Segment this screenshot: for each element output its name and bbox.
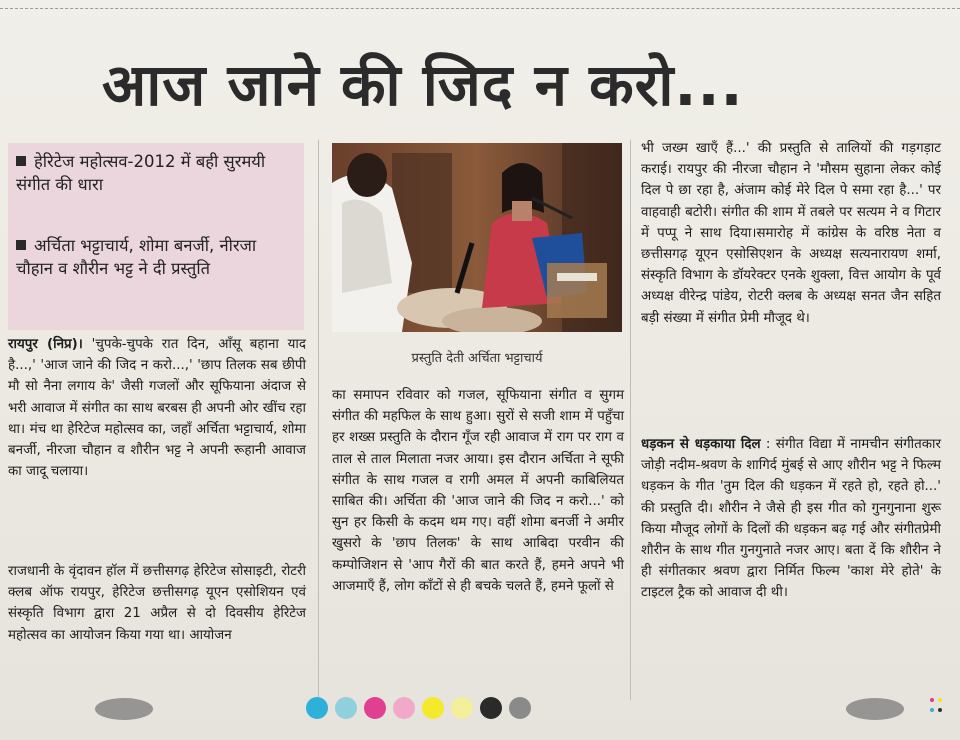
registration-color-dot (364, 697, 386, 719)
highlight-text-1: हेरिटेज महोत्सव-2012 में बही सुरमयी संगीत की धारा (16, 152, 266, 194)
registration-color-dot (306, 697, 328, 719)
column-3-para-2 (641, 434, 941, 604)
registration-dot (938, 708, 942, 712)
registration-color-dot (335, 697, 357, 719)
registration-color-dot (422, 697, 444, 719)
highlight-item-1 (16, 150, 296, 196)
column-divider (630, 140, 631, 700)
registration-dot (938, 698, 942, 702)
square-bullet-icon (16, 240, 26, 250)
registration-dot (930, 708, 934, 712)
article-headline: आज जाने की जिद न करो... (102, 51, 744, 119)
dateline: रायपुर (निप्र)। (8, 337, 83, 352)
column-1-text-2: राजधानी के वृंदावन हॉल में छत्तीसगढ़ हेरिटेज सोसाइटी, रोटरी क्लब ऑफ रायपुर, हेरिटेज छत्तीसगढ़ यूएन एसोशियन एवं संस्कृति विभाग द्वारा 21 अप्रैल से दो दिवसीय हेरिटेज महोत्सव का आयोजन किया गया था। आयोजन (8, 564, 306, 643)
highlight-item-2 (16, 234, 298, 280)
column-3-text-1: भी जख्म खाएँ हैं...' की प्रस्तुति से तालियों की गड़गड़ाट कराई। रायपुर की नीरजा चौहान ने 'मौसम सुहाना लेकर कोई दिल पे छा रहा है, अंजाम कोई मेरे दिल पे समा रहा है...' पर वाहवाही बटोरी। संगीत की शाम में तबले पर सत्यम ने व गिटार में पप्पू ने साथ दिया।समारोह में कांग्रेस के वरिष्ठ नेता व छत्तीसगढ़ यूएन एसोसिएशन के अध्यक्ष सत्यनारायण शर्मा, संस्कृति विभाग के डॉयरेक्टर एनके शुक्ला, वित्त आयोग के पूर्व अध्यक्ष वीरेन्द्र पांडेय, रोटरी क्लब के अध्यक्ष सनत जैन सहित बड़ी संख्या में संगीत प्रेमी मौजूद थे। (641, 141, 941, 326)
registration-oval-left (95, 698, 153, 720)
top-dashed-rule (0, 8, 960, 9)
column-3-para-1 (641, 138, 941, 329)
column-3-text-2: : संगीत विद्या में नामचीन संगीतकार जोड़ी नदीम-श्रवण के शागिर्द मुंबई से आए शौरीन भट्ट ने फिल्म धड़कन के गीत 'तुम दिल की धड़कन में रहते हो, रहते हो...' की प्रस्तुति दी। शौरीन ने जैसे ही इस गीत को गुनगुनाना शुरू किया मौजूद लोगों के दिलों की धड़कन बढ़ गई और संगीतप्रेमी शौरीन के साथ गीत गुनगुनाते नजर आए। बता दें कि शौरीन ने ही संगीतकार श्रवण द्वारा निर्मित फिल्म 'काश मेरे होते' के टाइटल ट्रैक को आवाज दी थी। (641, 437, 941, 601)
column-1-text-1: 'चुपके-चुपके रात दिन, आँसू बहाना याद है...,' 'आज जाने की जिद न करो...,' 'छाप तिलक सब छीपी मौ सो नैना लगाय के' जैसी गजलों और सूफियाना अंदाज से भरी आवाज में संगीत का साथ बरबस ही अपनी ओर खींच रहा था। मंच था हेरिटेज महोत्सव का, जहाँ अर्चिता भट्टाचार्य, शोमा बनर्जी, नीरजा चौहान व शौरीन भट्ट ने अपनी रूहानी आवाज का जादू चलाया। (8, 337, 307, 480)
column-1-para-2 (8, 561, 306, 646)
registration-oval-right (846, 698, 904, 720)
singer-performance-photo (332, 143, 622, 332)
subheading: धड़कन से धड़काया दिल (641, 437, 761, 452)
column-2 (332, 385, 624, 597)
square-bullet-icon (16, 156, 26, 166)
column-divider (318, 140, 319, 700)
column-2-text: का समापन रविवार को गजल, सूफियाना संगीत व सुगम संगीत की महफिल के साथ हुआ। सुरों से सजी शाम में पहुँचा हर शख्स प्रस्तुति के दौरान गूँज रही आवाज में राग पर राग व ताल से ताल मिलाता नजर आया। इस दौरान अर्चिता ने सूफी संगीत के साथ गजल व रागी अमल में अपनी काबिलियत साबित की। अर्चिता की 'आज जाने की जिद न करो...' को सुन हर किसी के कदम थम गए। वहीं शोमा बनर्जी ने अमीर खुसरो के 'छाप तिलक' के साथ आबिदा परवीन की कम्पोजिशन से 'आप गैरों की बात करते हैं, हमने अपने भी आजमाएँ हैं, लोग काँटों से ही बचके चलते हैं, हमने फूलों से (332, 388, 624, 594)
highlight-text-2: अर्चिता भट्टाचार्य, शोमा बनर्जी, नीरजा चौहान व शौरीन भट्ट ने दी प्रस्तुति (16, 236, 257, 278)
registration-color-dot (451, 697, 473, 719)
registration-color-dot (509, 697, 531, 719)
column-1-para-1 (8, 334, 306, 482)
article-photo (332, 143, 622, 332)
registration-color-dot (480, 697, 502, 719)
registration-color-dot (393, 697, 415, 719)
photo-caption: प्रस्तुति देती अर्चिता भट्टाचार्य (411, 351, 543, 366)
registration-dot (930, 698, 934, 702)
